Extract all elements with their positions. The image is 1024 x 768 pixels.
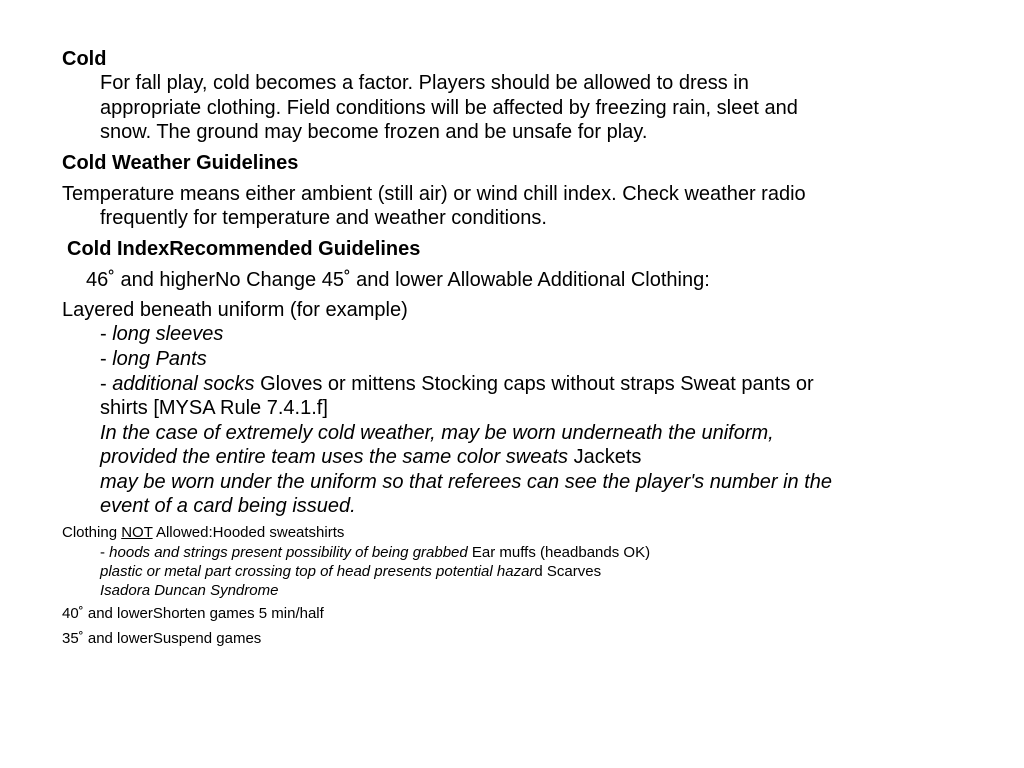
cold-body-line-2: appropriate clothing. Field conditions will be affected by freezing rain, sleet and (100, 97, 798, 119)
clothing-not-allowed (62, 523, 344, 542)
scarves-text: d Scarves (534, 563, 602, 580)
item-text: long Pants (112, 348, 207, 370)
dash: - (100, 373, 113, 395)
layered-item-long-sleeves (100, 322, 223, 347)
guidelines-heading: Cold Weather Guidelines (62, 152, 299, 174)
item-text: additional socks (112, 373, 255, 395)
prefix-text: Clothing (62, 524, 122, 541)
temperature-line-1: Temperature means either ambient (still air) or wind chill index. Check weather radio (62, 183, 806, 205)
cold-heading: Cold (62, 48, 107, 70)
row-46-and-higher: 46˚ and higherNo Change 45˚ and lower Allowable Additional Clothing: (86, 269, 710, 291)
note-line-2 (100, 445, 641, 470)
cold-body-line-3: snow. The ground may become frozen and be unsafe for play. (100, 121, 648, 143)
plastic-line (100, 562, 601, 581)
dash: - (100, 323, 113, 345)
isadora-line: Isadora Duncan Syndrome (100, 582, 279, 599)
cold-body-line-1: For fall play, cold becomes a factor. Players should be allowed to dress in (100, 72, 749, 94)
dash: - (100, 348, 113, 370)
item-text: long sleeves (112, 323, 224, 345)
not-text: NOT (121, 524, 153, 541)
cold-index-header: Cold IndexRecommended Guidelines (67, 238, 421, 260)
note-line-1: In the case of extremely cold weather, may be worn underneath the uniform, (100, 422, 774, 444)
row-35-and-lower: 35˚ and lowerSuspend games (62, 630, 262, 647)
layered-intro: Layered beneath uniform (for example) (62, 299, 408, 321)
jackets-text: Jackets (568, 446, 642, 468)
row-40-and-lower: 40˚ and lowerShorten games 5 min/half (62, 605, 324, 622)
ear-muffs-text: Ear muffs (headbands OK) (467, 544, 651, 561)
items-after-text: Gloves or mittens Stocking caps without straps Sweat pants or (254, 373, 814, 395)
hoods-line (100, 543, 650, 562)
dash: - (100, 544, 110, 561)
layered-item-long-pants (100, 347, 207, 372)
note-line-3: may be worn under the uniform so that referees can see the player's number in the (100, 471, 832, 493)
hoods-text: hoods and strings present possibility of being grabbed (109, 544, 468, 561)
note-italic-text: provided the entire team uses the same color sweats (100, 446, 569, 468)
note-line-4: event of a card being issued. (100, 495, 356, 517)
layered-item-additional-socks (100, 372, 814, 397)
plastic-text: plastic or metal part crossing top of head presents potential hazar (100, 563, 535, 580)
temperature-line-2: frequently for temperature and weather conditions. (100, 207, 547, 229)
mysa-rule-line: shirts [MYSA Rule 7.4.1.f] (100, 397, 328, 419)
suffix-text: Allowed:Hooded sweatshirts (152, 524, 345, 541)
